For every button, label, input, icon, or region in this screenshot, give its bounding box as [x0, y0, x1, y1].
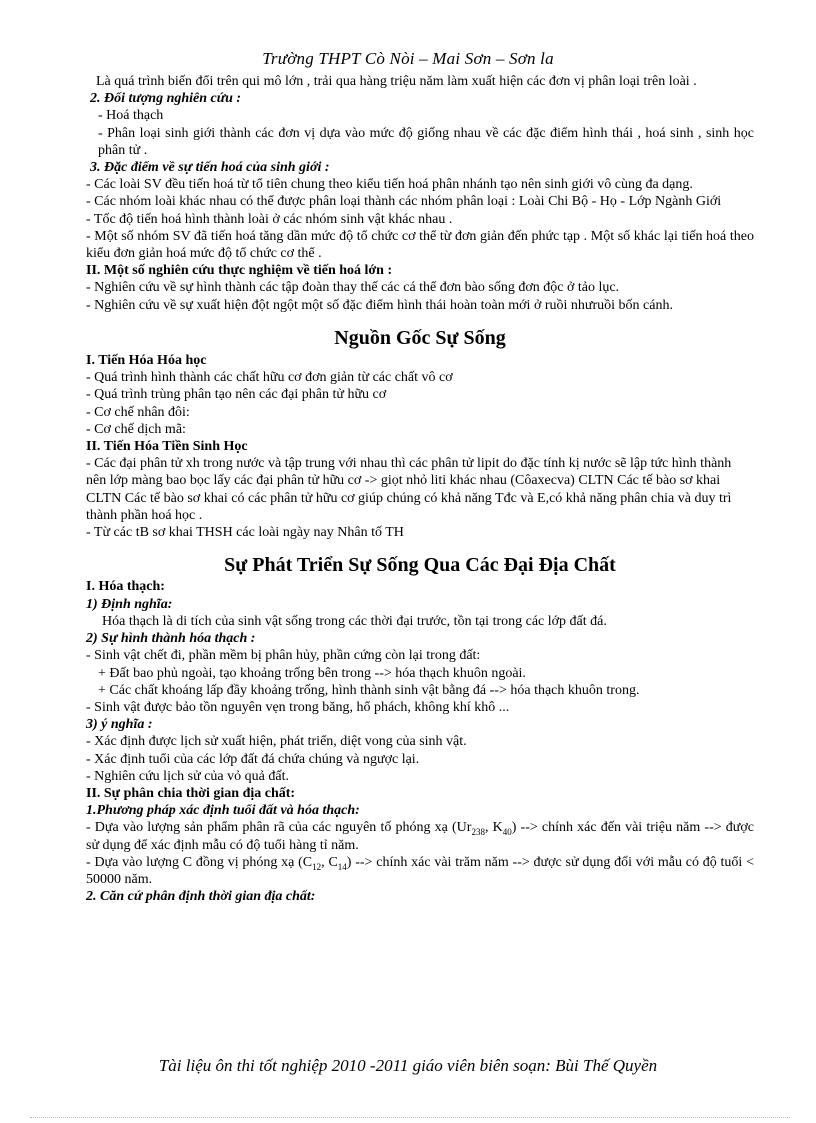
section-heading: II. Sự phân chia thời gian địa chất:: [86, 785, 296, 801]
subsection-heading: 1.Phương pháp xác định tuổi đất và hóa thạch:: [86, 803, 360, 819]
page-edge-rule: [30, 1117, 790, 1118]
list-item: - Quá trình trùng phân tạo nên các đại phân tử hữu cơ: [86, 387, 387, 403]
list-item: - Từ các tB sơ khai THSH các loài ngày nay Nhân tố TH: [86, 525, 404, 541]
list-item: - Cơ chế dịch mã:: [86, 421, 186, 437]
list-item: - Xác định được lịch sử xuất hiện, phát triển, diệt vong của sinh vật.: [86, 734, 467, 750]
text-run: , C: [321, 854, 338, 870]
subscript: 238: [471, 827, 485, 838]
list-item: - Sinh vật được bảo tồn nguyên vẹn trong băng, hổ phách, không khí khô ...: [86, 699, 510, 715]
section-heading: II. Tiến Hóa Tiền Sinh Học: [86, 439, 248, 455]
text-run: - Dựa vào lượng C đồng vị phóng xạ (C: [86, 854, 313, 870]
chapter-title: Sự Phát Triển Sự Sống Qua Các Đại Địa Chất: [224, 554, 616, 577]
list-item: - Cơ chế nhân đôi:: [86, 404, 190, 420]
section-heading: I. Tiến Hóa Hóa học: [86, 353, 207, 369]
definition-paragraph: Hóa thạch là di tích của sinh vật sống trong các thời đại trước, tồn tại trong các lớp đất đá.: [102, 613, 607, 629]
list-item: - Quá trình hình thành các chất hữu cơ đơn giản từ các chất vô cơ: [86, 370, 453, 386]
subsection-heading: 3) ý nghĩa :: [86, 717, 153, 733]
subscript: 40: [502, 827, 512, 838]
subsection-heading: 2. Căn cứ phân định thời gian địa chất:: [86, 889, 316, 905]
text-run: , K: [484, 820, 503, 836]
list-item: - Phân loại sinh giới thành các đơn vị dựa vào mức độ giống nhau về các đặc điểm hình thái , hoá sinh , sinh học phân tử .: [98, 125, 754, 158]
section-heading: I. Hóa thạch:: [86, 579, 165, 595]
list-item: - Tốc độ tiến hoá hình thành loài ở các nhóm sinh vật khác nhau .: [86, 211, 453, 227]
list-item: - Các nhóm loài khác nhau có thể được phân loại thành các nhóm phân loại : Loài Chi Bộ - Họ - Lớp Ngành Giới: [86, 194, 722, 210]
list-item: [86, 819, 754, 853]
list-item: [86, 854, 754, 888]
list-item: - Sinh vật chết đi, phần mềm bị phân hủy, phần cứng còn lại trong đất:: [86, 648, 481, 664]
text-run: - Dựa vào lượng sản phẩm phân rã của các nguyên tố phóng xạ (Ur: [86, 820, 472, 836]
subsection-heading: 2) Sự hình thành hóa thạch :: [86, 631, 256, 647]
subscript: 14: [337, 861, 347, 872]
subscript: 12: [312, 861, 322, 872]
text-run: ) --> chính xác vài trăm năm --> được sử dụng đối với mẫu có độ tuổi < 50000 năm.: [86, 854, 754, 887]
section-heading: 3. Đặc điểm về sự tiến hoá của sinh giới :: [90, 160, 330, 176]
list-item: - Các loài SV đều tiến hoá từ tổ tiên chung theo kiểu tiến hoá phân nhánh tạo nên sinh giới vô cùng đa dạng.: [86, 177, 693, 193]
list-item: - Nghiên cứu lịch sử của vỏ quả đất.: [86, 768, 289, 784]
list-item: - Xác định tuổi của các lớp đất đá chứa chúng và ngược lại.: [86, 751, 420, 767]
chapter-title: Nguồn Gốc Sự Sống: [334, 326, 506, 349]
list-item: - Một số nhóm SV đã tiến hoá tăng dần mức độ tổ chức cơ thể từ đơn giản đến phức tạp . Một số khác lại tiến hoá theo kiểu đơn giản hoá mức độ tổ chức cơ thể .: [86, 228, 754, 262]
section-heading: 2. Đối tượng nghiên cứu :: [90, 91, 242, 107]
list-item: - Các đại phân tử xh trong nước và tập trung với nhau thì các phân tử lipit do đặc tính kị nước sẽ lập tức hình thành nên lớp màng bao bọc lấy các đại phân tử hữu cơ -> giọt nhỏ liti khác nhau (Côaxecva) CLTN Các tế bào sơ khai CLTN Các tế bào sơ khai có các phân tử hữu cơ giúp chúng có khả năng Tđc và E,có khả năng phân chia và duy trì thành phần hoá học .: [86, 456, 732, 523]
document-body: [86, 73, 754, 905]
list-item: - Hoá thạch: [98, 108, 164, 124]
page-header: Trường THPT Cò Nòi – Mai Sơn – Sơn la: [262, 49, 554, 68]
list-item: + Đất bao phủ ngoài, tạo khoảng trống bên trong --> hóa thạch khuôn ngoài.: [98, 665, 526, 681]
text-run: ) --> chính xác đến vài triệu năm --> được sử dụng để xác định mẫu có độ tuổi hàng tỉ năm.: [86, 820, 754, 853]
list-item: + Các chất khoáng lấp đầy khoảng trống, hình thành sinh vật bằng đá --> hóa thạch khuôn trong.: [98, 682, 640, 698]
section-heading: II. Một số nghiên cứu thực nghiệm về tiến hoá lớn :: [86, 263, 393, 279]
page-footer: Tài liệu ôn thi tốt nghiệp 2010 -2011 giáo viên biên soạn: Bùi Thế Quyền: [158, 1056, 658, 1075]
intro-paragraph: Là quá trình biến đổi trên qui mô lớn , trải qua hàng triệu năm làm xuất hiện các đơn vị phân loại trên loài .: [96, 74, 697, 89]
list-item: - Nghiên cứu về sự hình thành các tập đoàn thay thế các cá thể đơn bào sống đơn độc ở tảo lục.: [86, 280, 620, 296]
subsection-heading: 1) Định nghĩa:: [86, 596, 173, 612]
list-item: - Nghiên cứu về sự xuất hiện đột ngột một số đặc điểm hình thái hoàn toàn mới ở ruồi nhưruồi bốn cánh.: [86, 297, 673, 313]
